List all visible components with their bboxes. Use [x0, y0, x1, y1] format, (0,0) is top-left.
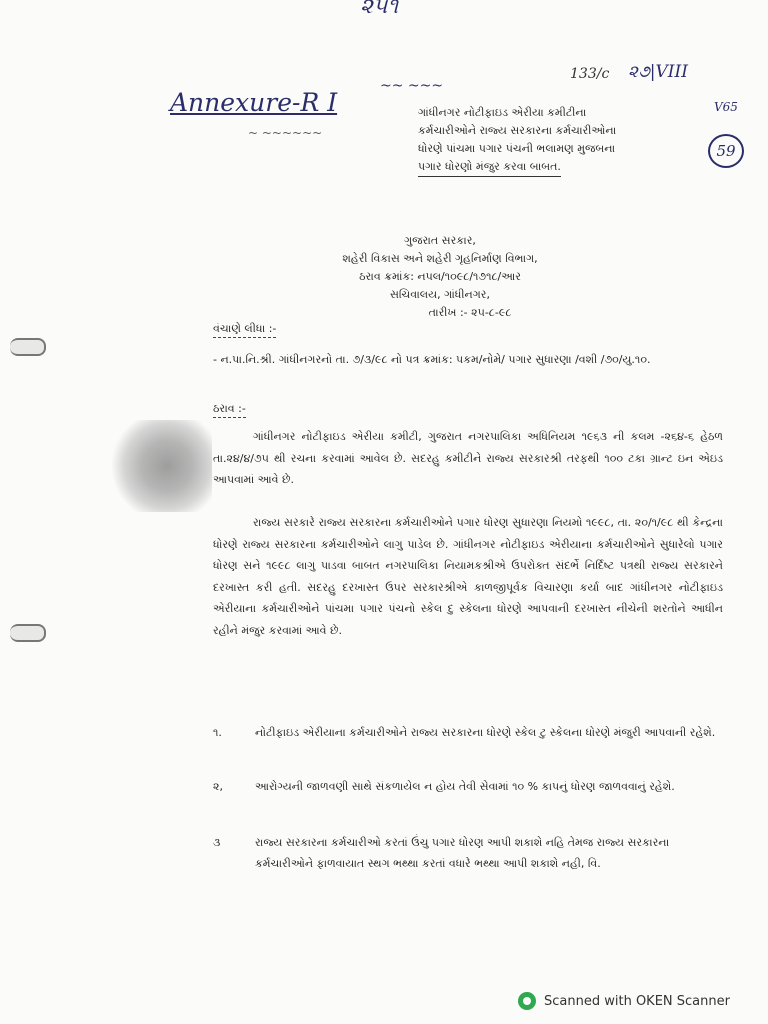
circled-number: 59 [708, 134, 744, 168]
annexure-sub-scribble: ~ ~~~~~~ [248, 126, 323, 140]
corner-date: ૨૭|VIII [628, 62, 688, 82]
scan-smudge [112, 420, 212, 512]
subject-line-2: કર્મચારીઓને રાજ્ય સરકારના કર્મચારીઓના [418, 124, 617, 137]
page-number: 133/c [570, 66, 610, 82]
condition-number: ૨, [213, 780, 223, 793]
government-header [250, 232, 630, 322]
condition-text: રાજ્ય સરકારના કર્મચારીઓ કરતાં ઉંચુ પગાર ધોરણ આપી શકાશે નહિ તેમજ રાજ્ય સરકારના કર્મચારીઓને ફાળવાયાત સ્થગ ભથ્થા કરતાં વધારે ભથ્થા આપી શકાશે નહી, વિ. [255, 836, 670, 870]
handwritten-top-number: ૨૫૧ [360, 0, 399, 19]
resolution-label: ઠરાવ :- [213, 402, 246, 418]
header-date: તારીખ :- ૨૫-૮-૯૮ [428, 306, 512, 319]
reference-label: વંચાણે લીધા :- [213, 322, 276, 338]
scanner-watermark [518, 990, 730, 1012]
oken-scanner-logo-icon [518, 992, 536, 1010]
scanner-watermark-text: Scanned with OKEN Scanner [544, 993, 730, 1009]
subject-line-1: ગાંધીનગર નોટીફાઇડ એરીયા કમીટીના [418, 106, 587, 119]
header-resolution-number: ઠરાવ ક્રમાંક: નપલ/૧૦૯૮/૧૭૧૮/આર [359, 270, 521, 283]
subject-line-4: પગાર ધોરણો મંજુર કરવા બાબત. [418, 158, 561, 177]
condition-number: ૧. [213, 726, 222, 739]
condition-number: ૩ [213, 836, 221, 849]
punch-hole-bottom [10, 624, 46, 642]
resolution-paragraph-1: ગાંધીનગર નોટીફાઇડ એરીયા કમીટી, ગુજરાત નગરપાલિકા અધિનિયમ ૧૯૬૩ ની કલમ -૨૬૪-૬ હેઠળ તા.૨૪/૪/૭૫ થી રચના કરવામાં આવેલ છે. સદરહુ કમીટીને રાજ્ય સરકારશ્રી તરફથી ૧૦૦ ટકા ગ્રાન્ટ ઇન એઇડ આપવામાં આવે છે. [213, 430, 723, 486]
margin-note: V65 [714, 100, 738, 114]
punch-hole-top [10, 338, 46, 356]
condition-text: આરોગ્યની જાળવણી સાથે સંકળાયેલ ન હોય તેવી સેવામાં ૧૦ % કાપનું ધોરણ જાળવવાનું રહેશે. [255, 780, 675, 793]
reference-text: - ન.પા.નિ.શ્રી. ગાંધીનગરનો તા. ૭/૩/૯૮ નો પત્ર ક્રમાંક: પકમ/નોમે/ પગાર સુધારણા /વશી /૭૦/યુ.૧૦. [213, 353, 651, 366]
header-government: ગુજરાત સરકાર, [404, 234, 476, 247]
header-place: સચિવાલય, ગાંધીનગર, [390, 288, 490, 301]
subject-block [418, 104, 718, 177]
header-scribble: ~~ ~~~ [380, 78, 444, 94]
annexure-label: Annexure-R I [170, 88, 338, 117]
subject-line-3: ધોરણે પાંચમા પગાર પંચની ભલામણ મુજબના [418, 142, 616, 155]
header-department: શહેરી વિકાસ અને શહેરી ગૃહનિર્માણ વિભાગ, [342, 252, 538, 265]
condition-text: નોટીફાઇડ એરીયાના કર્મચારીઓને રાજ્ય સરકારના ધોરણે સ્કેલ ટુ સ્કેલના ધોરણે મંજુરી આપવાની રહેશે. [255, 726, 716, 739]
resolution-paragraph-2: રાજ્ય સરકારે રાજ્ય સરકારના કર્મચારીઓને પગાર ધોરણ સુધારણા નિયમો ૧૯૯૮, તા. ૨૦/૧/૯૮ થી કેન્દ્રના ધોરણે રાજ્ય સરકારના કર્મચારીઓને લાગુ પાડેલ છે. ગાંધીનગર નોટીફાઇડ એરીયાના કર્મચારીઓને સુધારેલો પગાર ધોરણ સને ૧૯૯૮ લાગુ પાડવા બાબત નગરપાલિકા નિયામકશ્રીએ ઉપરોક્ત સંદર્ભે નિર્દિષ્ટ પત્રથી રાજ્ય સરકારને દરખાસ્ત કરી હતી. સદરહુ દરખાસ્ત ઉપર સરકારશ્રીએ કાળજીપૂર્વક વિચારણા કર્યા બાદ ગાંધીનગર નોટીફાઇડ એરીયાના કર્મચારીઓને પાંચમા પગાર પંચનો સ્કેલ દુ સ્કેલના ધોરણે આપવાની દરખાસ્ત નીચેની શરતોને આધીન રહીને મંજુર કરવામાં આવે છે. [213, 516, 723, 637]
